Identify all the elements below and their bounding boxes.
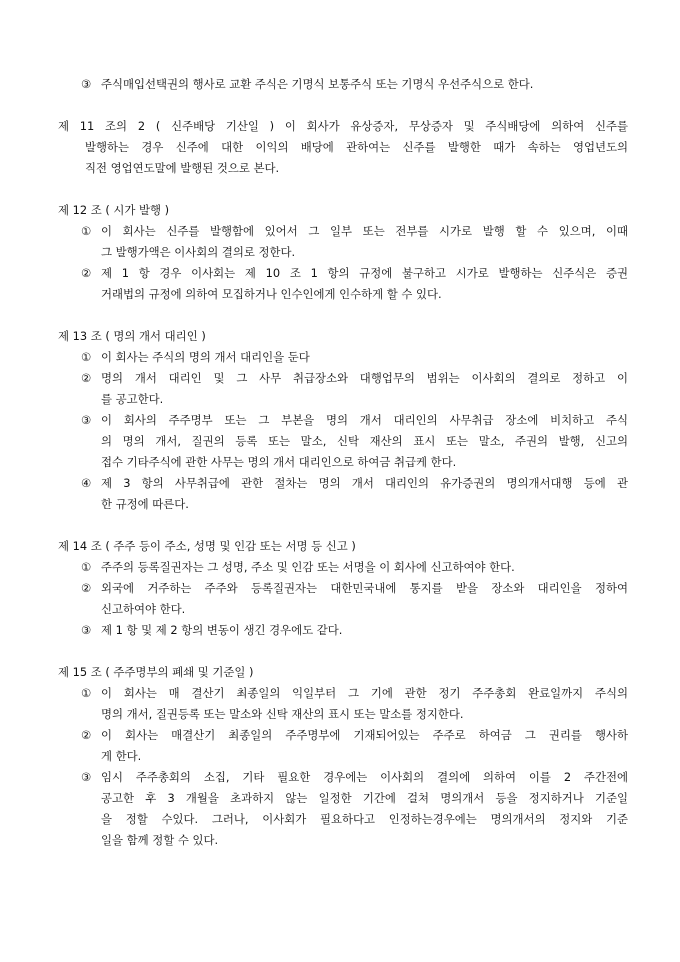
article-title: 제 15 조 ( 주주명부의 폐쇄 및 기준일 ) <box>58 665 254 679</box>
clause-text <box>101 221 628 263</box>
text-line: 명의 개서 대리인 및 그 사무 취급장소와 대행업무의 범위는 이사회의 결의로 정하고 이 <box>101 371 628 385</box>
article-title: 제 12 조 ( 시가 발행 ) <box>58 203 170 217</box>
text-line: 공고한 후 3 개월을 초과하지 않는 일정한 기간에 걸쳐 명의개서 등을 정지하거나 기준일 <box>101 791 628 805</box>
clause-number: ② <box>81 581 92 595</box>
article-section <box>58 536 628 641</box>
text-line: 주주의 등록질권자는 그 성명, 주소 및 인감 또는 서명을 이 회사에 신고하여야 한다. <box>101 560 515 574</box>
text-line: 거래법의 규정에 의하여 모집하거나 인수인에게 인수하게 할 수 있다. <box>101 287 442 301</box>
text-line: 이 회사의 주주명부 또는 그 부본을 명의 개서 대리인의 사무취급 장소에 비치하고 주식 <box>101 413 628 427</box>
clause-text <box>101 578 628 620</box>
text-line: 주식매입선택권의 행사로 교환 주식은 기명식 보통주식 또는 기명식 우선주식으로 한다. <box>101 77 534 91</box>
text-line: 직전 영업연도말에 발행된 것으로 본다. <box>85 161 280 175</box>
article-heading <box>58 536 628 557</box>
clause-number: ③ <box>81 623 92 637</box>
clause-item <box>58 767 628 851</box>
clause-number: ③ <box>81 770 92 784</box>
clause-row <box>81 578 628 620</box>
clause-text <box>101 683 628 725</box>
text-line: 이 회사는 주식의 명의 개서 대리인을 둔다 <box>101 350 310 364</box>
clause-item <box>58 578 628 620</box>
article-section <box>58 200 628 305</box>
clause-item <box>58 473 628 515</box>
clause-row <box>81 767 628 851</box>
clause-item <box>58 368 628 410</box>
clause-number: ② <box>81 266 92 280</box>
text-line: 제 1 항 및 제 2 항의 변동이 생긴 경우에도 같다. <box>101 623 343 637</box>
article-section <box>58 662 628 851</box>
text-line: 한 규정에 따른다. <box>101 497 189 511</box>
clause-text <box>101 767 628 851</box>
text-line: 그 발행가액은 이사회의 결의로 정한다. <box>101 245 296 259</box>
clause-item <box>58 725 628 767</box>
clause-item <box>58 347 628 368</box>
clause-text <box>101 347 628 368</box>
clause-row <box>81 557 628 578</box>
text-line: 이 회사는 매 결산기 최종일의 익일부터 그 기에 관한 정기 주주총회 완료일까지 주식의 <box>101 686 628 700</box>
article-heading <box>58 326 628 347</box>
clause-row <box>81 347 628 368</box>
clause-row <box>81 683 628 725</box>
clause-row <box>81 368 628 410</box>
clause-item <box>58 410 628 473</box>
clause-number: ① <box>81 224 92 238</box>
clause-text <box>101 620 628 641</box>
article-title: 제 13 조 ( 명의 개서 대리인 ) <box>58 329 206 343</box>
articles-of-incorporation-text <box>58 74 628 872</box>
clause-number: ③ <box>81 77 92 91</box>
clause-number: ① <box>81 686 92 700</box>
text-line: 이 회사는 매결산기 최종일의 주주명부에 기재되어있는 주주로 하여금 그 권리를 행사하 <box>101 728 628 742</box>
article-section <box>58 116 628 179</box>
clause-row <box>81 221 628 263</box>
article-title: 제 14 조 ( 주주 등이 주소, 성명 및 인감 또는 서명 등 신고 ) <box>58 539 356 553</box>
text-line: 외국에 거주하는 주주와 등록질권자는 대한민국내에 통지를 받을 장소와 대리인을 정하여 <box>101 581 628 595</box>
clause-row <box>81 74 628 95</box>
clause-row <box>81 620 628 641</box>
text-line: 접수 기타주식에 관한 사무는 명의 개서 대리인으로 하여금 취급케 한다. <box>101 455 457 469</box>
clause-text <box>101 725 628 767</box>
clause-item <box>58 263 628 305</box>
clause-row <box>81 473 628 515</box>
clause-text <box>101 368 628 410</box>
clause-number: ④ <box>81 476 92 490</box>
text-line: 일을 함께 정할 수 있다. <box>101 833 219 847</box>
text-line: 의 명의 개서, 질권의 등록 또는 말소, 신탁 재산의 표시 또는 말소, 주권의 발행, 신고의 <box>101 434 628 448</box>
clause-text <box>101 473 628 515</box>
text-line: 임시 주주총회의 소집, 기타 필요한 경우에는 이사회의 결의에 의하여 이를 2 주간전에 <box>101 770 628 784</box>
clause-text <box>101 74 628 95</box>
text-line: 게 한다. <box>101 749 142 763</box>
clause-item <box>58 557 628 578</box>
clause-number: ② <box>81 728 92 742</box>
article-heading <box>58 116 628 179</box>
clause-number: ① <box>81 350 92 364</box>
text-line: 이 회사는 신주를 발행함에 있어서 그 일부 또는 전부를 시가로 발행 할 수 있으며, 이때 <box>101 224 628 238</box>
text-line: 를 공고한다. <box>101 392 164 406</box>
clause-row <box>81 410 628 473</box>
clause-number: ① <box>81 560 92 574</box>
clause-item <box>58 74 628 95</box>
clause-row <box>81 725 628 767</box>
clause-text <box>101 263 628 305</box>
text-line: 발행하는 경우 신주에 대한 이익의 배당에 관하여는 신주를 발행한 때가 속하는 영업년도의 <box>85 140 628 154</box>
text-line: 명의 개서, 질권등록 또는 말소와 신탁 재산의 표시 또는 말소를 정지한다. <box>101 707 464 721</box>
article-section <box>58 326 628 515</box>
clause-text <box>101 410 628 473</box>
clause-number: ③ <box>81 413 92 427</box>
clause-text <box>101 557 628 578</box>
article-heading <box>58 662 628 683</box>
clause-row <box>81 263 628 305</box>
article-heading <box>58 200 628 221</box>
text-line: 신고하여야 한다. <box>101 602 186 616</box>
clause-item <box>58 221 628 263</box>
clause-item <box>58 620 628 641</box>
clause-number: ② <box>81 371 92 385</box>
text-line: 제 3 항의 사무취급에 관한 절차는 명의 개서 대리인의 유가증권의 명의개서대행 등에 관 <box>101 476 628 490</box>
article-title: 제 11 조의 2 ( 신주배당 기산일 ) 이 회사가 유상증자, 무상증자 및 주식배당에 의하여 신주를 <box>58 119 628 133</box>
text-line: 을 정할 수있다. 그러나, 이사회가 필요하다고 인정하는경우에는 명의개서의 정지와 기준 <box>101 812 628 826</box>
clause-item <box>58 683 628 725</box>
text-line: 제 1 항 경우 이사회는 제 10 조 1 항의 규정에 불구하고 시가로 발행하는 신주식은 증권 <box>101 266 628 280</box>
